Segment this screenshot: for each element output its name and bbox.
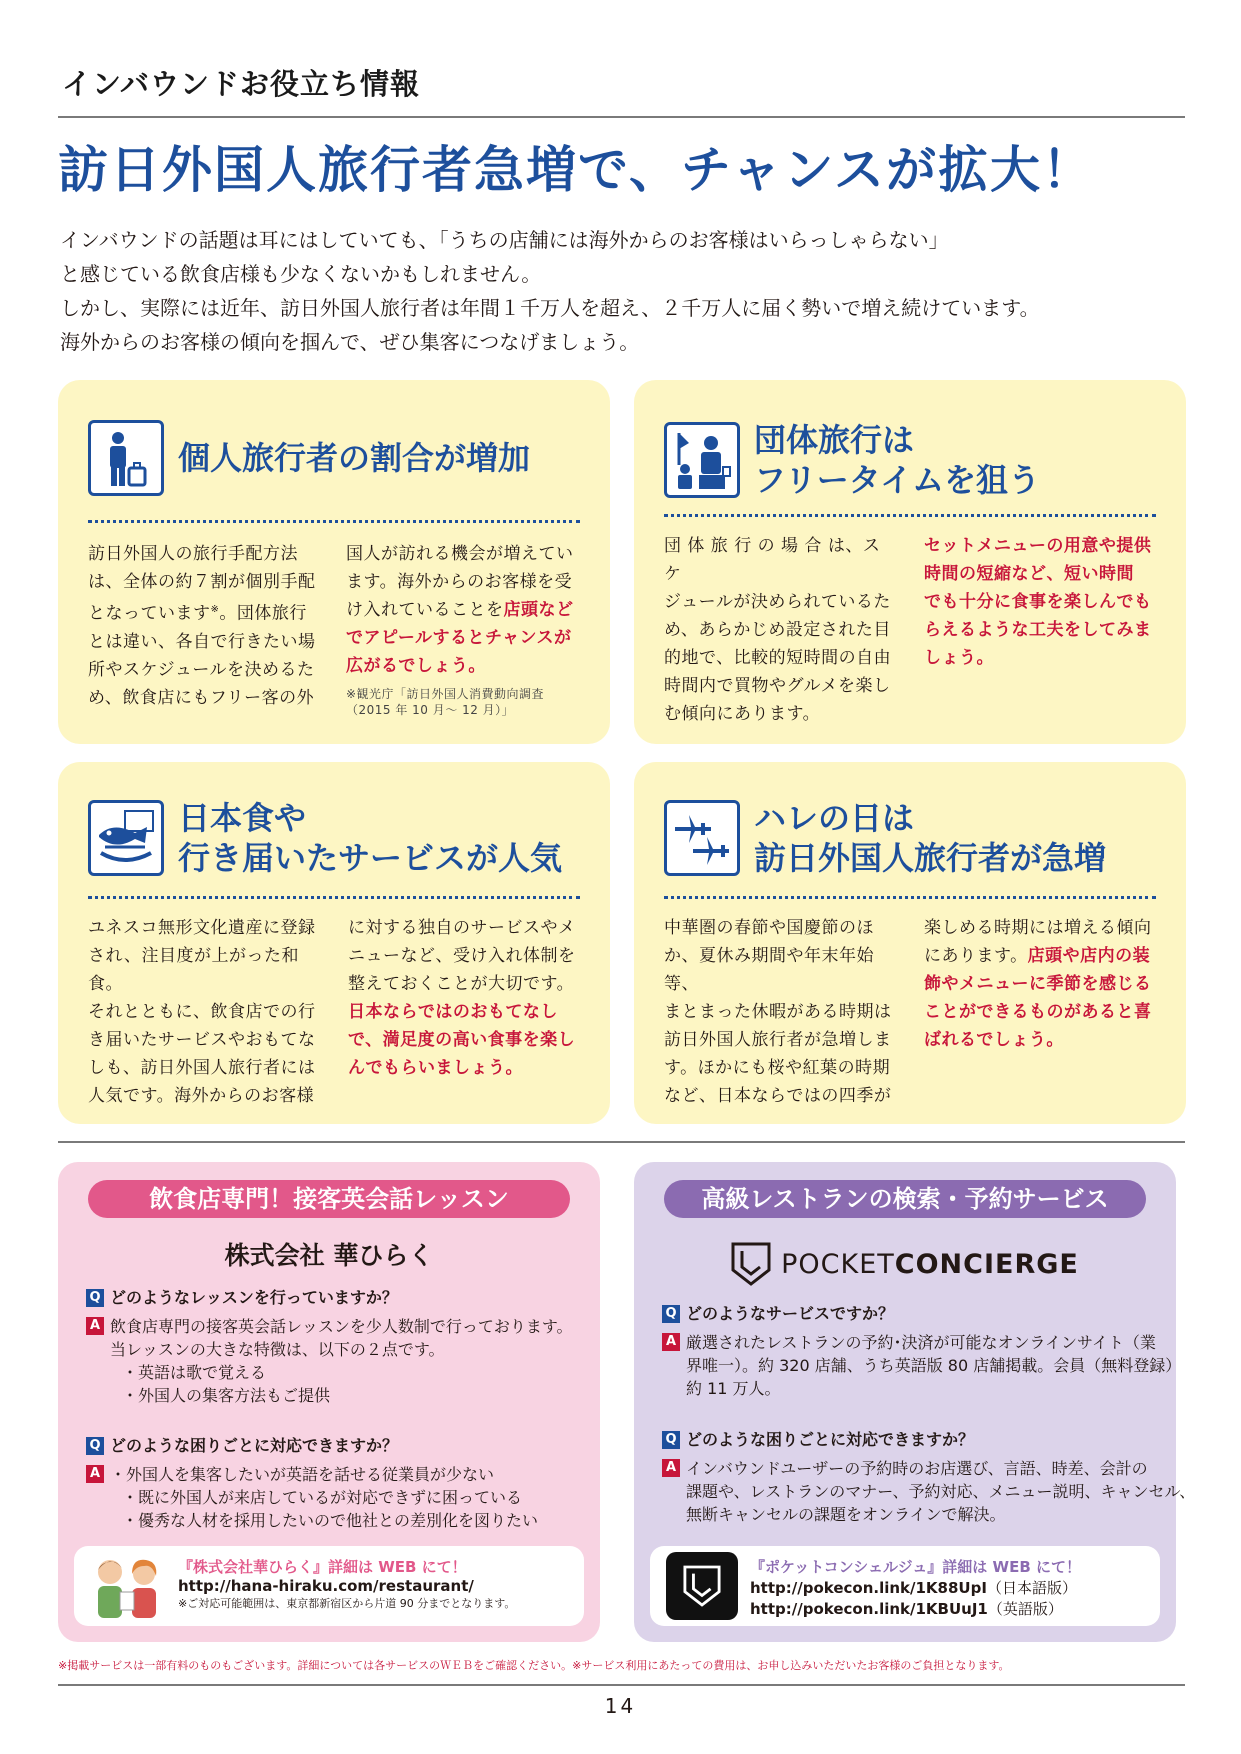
q-badge: Q bbox=[662, 1305, 680, 1323]
question: Q どのようなレッスンを行っていますか？ bbox=[86, 1286, 582, 1309]
airplane-icon bbox=[664, 800, 740, 876]
note-mark: ※ bbox=[210, 604, 220, 615]
source-note: （2015 年 10 月〜 12 月）」 bbox=[346, 703, 515, 717]
intro-line: しかし、実際には近年、訪日外国人旅行者は年間１千万人を超え、２千万人に届く勢いで増え続けています。 bbox=[60, 296, 1040, 320]
card-group-tour bbox=[634, 380, 1186, 744]
restaurant-reservation-panel bbox=[634, 1162, 1196, 1642]
panel-heading: 高級レストランの検索・予約サービス bbox=[664, 1180, 1146, 1218]
traveler-icon bbox=[88, 420, 164, 496]
intro-line: インバウンドの話題は耳にはしていても、「うちの店舗には海外からのお客様はいらっしゃらない」 bbox=[60, 228, 949, 252]
answer: A インバウンドユーザーの予約時のお店選び、言語、時差、会計の 課題や、レストランのマナー、予約対応、メニュー説明、キャンセル、 無断キャンセルの課題をオンラインで解決。 bbox=[662, 1457, 1158, 1526]
dotted-divider bbox=[88, 520, 580, 523]
page-number: 14 bbox=[604, 1694, 637, 1718]
web-info-box: 『ポケットコンシェルジュ』詳細は WEB にて！ http://pokecon.link/1K88UpI（日本語版） http://pokecon.link/1KBUuJ1（英語版） bbox=[650, 1546, 1160, 1626]
group-tour-icon bbox=[664, 422, 740, 498]
answer: A 飲食店専門の接客英会話レッスンを少人数制で行っております。 当レッスンの大きな特徴は、以下の２点です。 ・英語は歌で覚える ・外国人の集客方法もご提供 bbox=[86, 1315, 582, 1407]
page-headline: 訪日外国人旅行者急増で、チャンスが拡大！ bbox=[58, 141, 1094, 199]
card-body-left: 中華圏の春節や国慶節のほ か、夏休み期間や年末年始等、 まとまった休暇がある時期は 訪日外国人旅行者が急増しま す。ほかにも桜や紅葉の時期 など、日本ならではの四季が bbox=[664, 918, 892, 1106]
question: Q どのような困りごとに対応できますか？ bbox=[86, 1434, 582, 1457]
card-body-right: 国人が訪れる機会が増えてい ます。海外からのお客様を受 け入れていることを店頭など でアピールするとチャンスが 広がるでしょう。 ※観光庁「訪日外国人消費動向調査 （2015 年 10 月〜 12 月）」 bbox=[346, 540, 586, 718]
website-link-jp[interactable]: http://pokecon.link/1K88UpI bbox=[750, 1579, 987, 1597]
company-name: 株式会社 華ひらく bbox=[224, 1241, 434, 1270]
answer: A ・外国人を集客したいが英語を話せる従業員が少ない ・既に外国人が来店しているが対応できずに困っている ・優秀な人材を採用したいので他社との差別化を図りたい bbox=[86, 1463, 582, 1532]
card-body-left: ユネスコ無形文化遺産に登録 され、注目度が上がった和食。 それとともに、飲食店での行 き届いたサービスやおもてな しも、訪日外国人旅行者には 人気です。海外からのお客様 bbox=[88, 918, 316, 1106]
shield-logo-icon bbox=[731, 1242, 771, 1286]
intro-line: 海外からのお客様の傾向を掴んで、ぜひ集客につなげましょう。 bbox=[60, 330, 640, 354]
card-individual-travelers bbox=[58, 380, 610, 744]
dotted-divider bbox=[664, 896, 1156, 899]
card-peak-season bbox=[634, 762, 1186, 1124]
card-body-right: に対する独自のサービスやメ ニューなど、受け入れ体制を 整えておくことが大切です。 日本ならではのおもてなし で、満足度の高い食事を楽し んでもらいましょう。 bbox=[348, 918, 576, 1078]
card-title: 団体旅行は bbox=[754, 421, 915, 459]
card-body-left: 訪日外国人の旅行手配方法 は、全体の約７割が個別手配 となっています※。団体旅行 とは違い、各自で行きたい場 所やスケジュールを決めるた め、飲食店にもフリー客の外 bbox=[88, 544, 316, 708]
intro-text bbox=[60, 223, 1180, 359]
question: Q どのような困りごとに対応できますか？ bbox=[662, 1428, 1158, 1451]
service-area-note: ※ご対応可能範囲は、東京都新宿区から片道 90 分までとなります。 bbox=[178, 1597, 516, 1610]
panel-heading: 飲食店専門！接客英会話レッスン bbox=[88, 1180, 570, 1218]
japanese-food-icon bbox=[88, 800, 164, 876]
footnote: ※掲載サービスは一部有料のものもございます。詳細については各サービスのＷＥＢをご確認ください。※サービス利用にあたっての費用は、お申し込みいただいたお客様のご負担となります。 bbox=[58, 1659, 1010, 1672]
app-icon bbox=[666, 1552, 738, 1620]
logo-text-light: POCKET bbox=[781, 1248, 895, 1280]
divider bbox=[58, 116, 1185, 118]
web-title: 『ポケットコンシェルジュ』詳細は WEB にて！ bbox=[750, 1558, 1081, 1576]
people-illustration-icon bbox=[86, 1554, 168, 1624]
card-title: 訪日外国人旅行者が急増 bbox=[754, 839, 1107, 877]
card-title: 行き届いたサービスが人気 bbox=[178, 839, 563, 877]
intro-line: と感じている飲食店様も少なくないかもしれません。 bbox=[60, 262, 542, 286]
a-badge: A bbox=[662, 1459, 680, 1477]
answer: A 厳選されたレストランの予約･決済が可能なオンラインサイト（業 界唯一）。約 320 店舗、うち英語版 80 店舗掲載。会員（無料登録） 約 11 万人。 bbox=[662, 1331, 1158, 1400]
q-badge: Q bbox=[662, 1431, 680, 1449]
a-badge: A bbox=[86, 1317, 104, 1335]
web-info-box bbox=[74, 1546, 584, 1626]
dotted-divider bbox=[664, 514, 1156, 517]
card-title: 日本食や bbox=[178, 799, 307, 837]
a-badge: A bbox=[86, 1465, 104, 1483]
q-badge: Q bbox=[86, 1289, 104, 1307]
source-note: ※観光庁「訪日外国人消費動向調査 bbox=[346, 687, 545, 701]
web-title: 『株式会社華ひらく』詳細は WEB にて！ bbox=[178, 1558, 467, 1576]
website-link[interactable]: http://hana-hiraku.com/restaurant/ bbox=[178, 1577, 474, 1595]
divider bbox=[58, 1684, 1185, 1686]
question: Q どのようなサービスですか？ bbox=[662, 1302, 1158, 1325]
card-body-right: セットメニューの用意や提供 時間の短縮など、短い時間 でも十分に食事を楽しんでも らえるような工夫をしてみま しょう。 bbox=[924, 536, 1152, 668]
card-title: 個人旅行者の割合が増加 bbox=[178, 439, 531, 477]
q-badge: Q bbox=[86, 1437, 104, 1455]
card-body-right: 楽しめる時期には増える傾向 にあります。店頭や店内の装 飾やメニューに季節を感じる ことができるものがあると喜 ばれるでしょう。 bbox=[924, 918, 1152, 1050]
website-link-en[interactable]: http://pokecon.link/1KBUuJ1 bbox=[750, 1600, 988, 1618]
section-label: インバウンドお役立ち情報 bbox=[62, 67, 420, 101]
a-badge: A bbox=[662, 1333, 680, 1351]
divider bbox=[58, 1141, 1185, 1143]
card-japanese-food bbox=[58, 762, 610, 1124]
card-body-left: 団 体 旅 行 の 場 合 は、ス ケ ジュールが決められているた め、あらかじめ設定された目 的地で、比較的短時間の自由 時間内で買物やグルメを楽し む傾向にあります。 bbox=[664, 536, 892, 724]
pocket-concierge-logo bbox=[634, 1242, 1176, 1286]
card-title: ハレの日は bbox=[754, 799, 915, 837]
logo-text-bold: CONCIERGE bbox=[894, 1248, 1079, 1280]
english-lesson-panel bbox=[58, 1162, 600, 1642]
dotted-divider bbox=[88, 896, 580, 899]
card-title: フリータイムを狙う bbox=[754, 461, 1041, 499]
